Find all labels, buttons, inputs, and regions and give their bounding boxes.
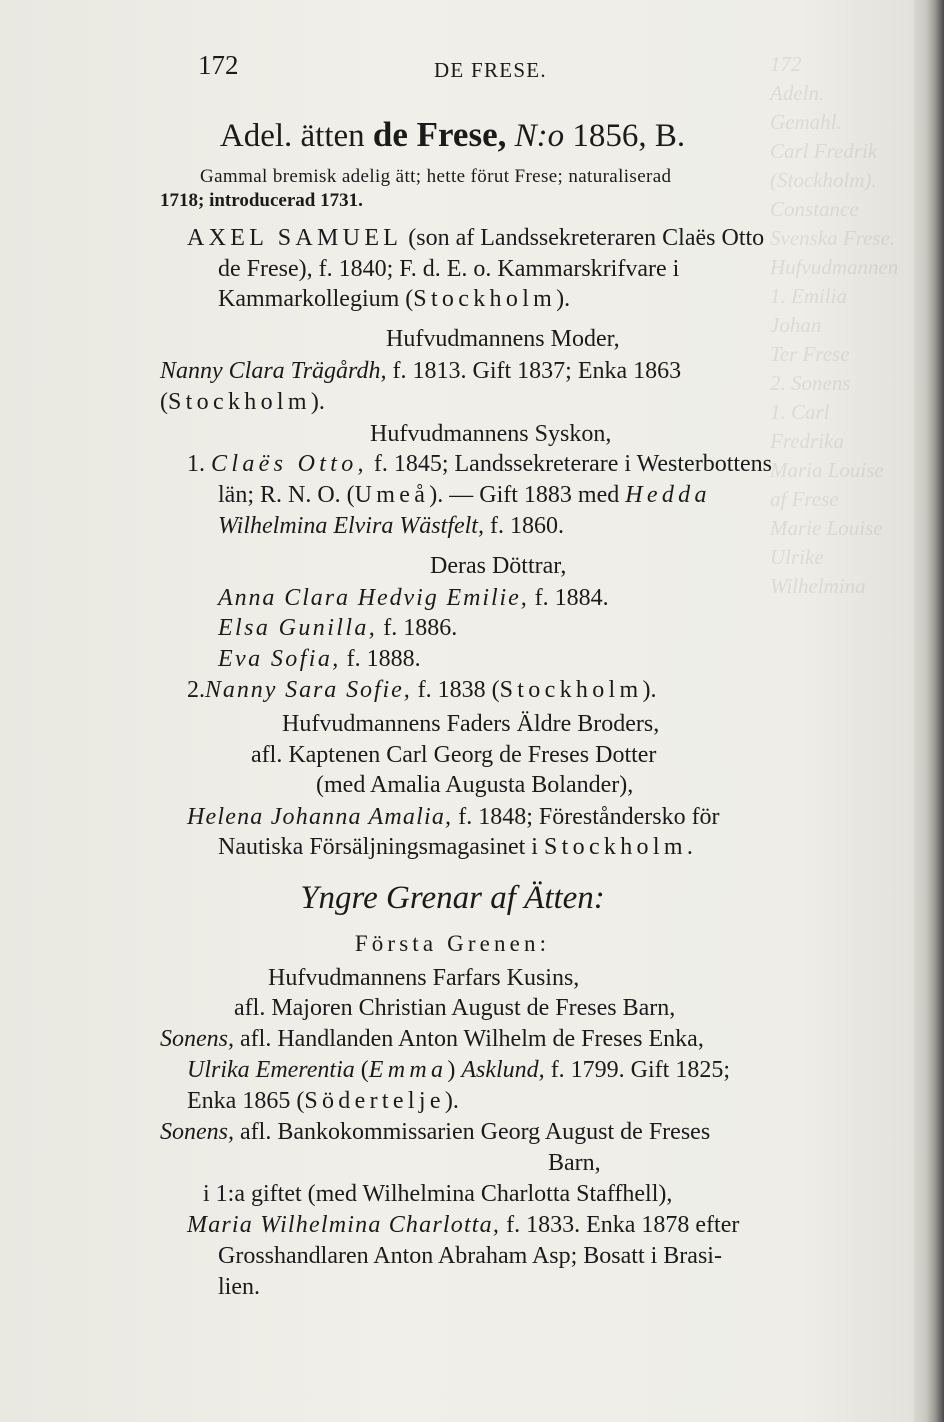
head-line-2: de Frese), f. 1840; F. d. E. o. Kammarskrifvare i <box>218 256 680 282</box>
page-number: 172 <box>198 50 239 80</box>
head-line-1-rest: (son af Landssekreteraren Claës Otto <box>408 225 765 251</box>
branch-line-3-sonens: Sonens, <box>160 1026 234 1052</box>
branch-line-11: lien. <box>218 1274 260 1300</box>
daughter-3-name: Eva Sofia, <box>218 646 341 672</box>
sibling-1-line-3 <box>218 512 564 540</box>
uncle-line-4-rest: f. 1848; Föreståndersko för <box>458 804 720 830</box>
mother-place: Stockholm <box>168 389 311 415</box>
sibling-2-rest-a: f. 1838 ( <box>417 677 500 703</box>
widow-nickname: Emma <box>368 1057 448 1083</box>
branch-line-7: Barn, <box>548 1150 601 1176</box>
sibling-1-line-3-rest: f. 1860. <box>489 513 564 539</box>
title-family-name: de Frese, <box>372 115 507 154</box>
uncle-line-3: (med Amalia Augusta Bolander), <box>316 772 634 798</box>
sibling-1-line-2-b: ). — Gift 1883 med <box>429 482 620 508</box>
branch-line-4: Ulrika Emerentia (Emma) Asklund, f. 1799. Gift 1825; <box>187 1057 731 1083</box>
branch-line-6-rest: afl. Bankokommissarien Georg August de Freses <box>240 1119 711 1145</box>
title-number: 1856, B. <box>572 118 686 154</box>
head-line-1 <box>187 224 764 252</box>
first-branch-heading: Första Grenen: <box>354 931 551 956</box>
branch-place: Södertelje <box>304 1088 445 1114</box>
show-through-text: 172 Adeln. Gemahl. Carl Fredrik (Stockholm). Constance Svenska Frese. Hufvudmannen 1. Emilia Johan Ter Frese 2. Sonens 1. Carl Fredrika Maria Louise af Frese Marie Louise Ulrike Wilhelmina <box>770 52 899 598</box>
mother-line-1 <box>160 357 681 385</box>
sibling-2-number: 2. <box>187 677 205 703</box>
intro-line-1: Gammal bremisk adelig ätt; hette förut Frese; naturaliserad <box>200 166 672 187</box>
title-prefix: Adel. ätten <box>219 118 365 154</box>
intro-line-2: 1718; introducerad 1731. <box>160 190 363 211</box>
uncle-line-5-a: Nautiska Försäljningsmagasinet i <box>218 834 544 860</box>
branch-line-9 <box>187 1211 739 1239</box>
cousin-name: Helena Johanna Amalia, <box>187 804 453 830</box>
uncle-heading: Hufvudmannens Faders Äldre Broders, <box>282 711 660 737</box>
daughter-3 <box>218 645 421 673</box>
siblings-heading: Hufvudmannens Syskon, <box>370 421 612 447</box>
mother-heading: Hufvudmannens Moder, <box>386 326 620 352</box>
sibling-1-line-2 <box>218 481 711 509</box>
family-title <box>0 116 905 155</box>
mother-line-2-a: ( <box>160 389 168 415</box>
sibling-2-name: Nanny Sara Sofie, <box>205 677 412 703</box>
widow-surname: Asklund, <box>461 1057 545 1083</box>
branch-line-3-rest: afl. Handlanden Anton Wilhelm de Freses Enka, <box>240 1026 704 1052</box>
branch-line-4-rest: f. 1799. Gift 1825; <box>550 1057 731 1083</box>
title-number-label: N:o <box>514 118 565 154</box>
mother-name: Nanny Clara Trägårdh, <box>160 358 387 384</box>
branch-line-6 <box>160 1118 710 1146</box>
sibling-2-place: Stockholm <box>499 677 643 703</box>
branch-line-8: i 1:a giftet (med Wilhelmina Charlotta Staffhell), <box>203 1181 673 1207</box>
branch-line-6-sonens: Sonens, <box>160 1119 234 1145</box>
sibling-2-rest-b: ). <box>642 677 657 703</box>
daughter-1 <box>218 584 609 612</box>
daughter-1-born: f. 1884. <box>534 585 609 611</box>
running-title: DE FRESE. <box>434 58 547 82</box>
branch-line-5 <box>187 1087 459 1115</box>
branch-line-5-b: ). <box>444 1088 459 1114</box>
branch-line-3 <box>160 1025 704 1053</box>
sibling-2 <box>187 676 657 704</box>
head-line-3-b: ). <box>556 286 571 312</box>
mother-line-2-b: ). <box>310 389 325 415</box>
uncle-line-5-b: . <box>686 834 693 860</box>
sibling-1-name: Claës Otto, <box>211 451 368 477</box>
widow-name: Ulrika Emerentia <box>187 1057 355 1083</box>
mother-line-1-rest: f. 1813. Gift 1837; Enka 1863 <box>392 358 682 384</box>
branch-line-9-rest: f. 1833. Enka 1878 efter <box>506 1212 740 1238</box>
sibling-1-spouse-first: Hedda <box>625 482 711 508</box>
head-place: Stockholm <box>413 286 557 312</box>
branch-line-5-a: Enka 1865 ( <box>187 1088 305 1114</box>
branch-line-2: afl. Majoren Christian August de Freses Barn, <box>234 995 676 1021</box>
daughter-maria-name: Maria Wilhelmina Charlotta, <box>187 1212 501 1238</box>
uncle-line-2: afl. Kaptenen Carl Georg de Freses Dotter <box>251 742 657 768</box>
sibling-1-number: 1. <box>187 451 205 477</box>
daughters-heading: Deras Döttrar, <box>430 553 567 579</box>
branch-line-10: Grosshandlaren Anton Abraham Asp; Bosatt i Brasi- <box>218 1243 722 1269</box>
daughter-2-born: f. 1886. <box>383 615 458 641</box>
sibling-1-place: Umeå <box>354 482 430 508</box>
uncle-line-4 <box>187 803 720 831</box>
uncle-line-5 <box>218 833 693 861</box>
head-name: AXEL SAMUEL <box>187 225 403 251</box>
uncle-place: Stockholm <box>543 834 687 860</box>
daughter-1-name: Anna Clara Hedvig Emilie, <box>218 585 529 611</box>
mother-line-2 <box>160 388 325 416</box>
sibling-1-line-1 <box>187 450 772 478</box>
daughter-2 <box>218 614 457 642</box>
daughter-3-born: f. 1888. <box>346 646 421 672</box>
sibling-1-line-2-a: län; R. N. O. ( <box>218 482 355 508</box>
branches-heading: Yngre Grenar af Ätten: <box>300 880 605 916</box>
daughter-2-name: Elsa Gunilla, <box>218 615 378 641</box>
sibling-1-spouse-name: Wilhelmina Elvira Wästfelt, <box>218 513 484 539</box>
sibling-1-rest: f. 1845; Landssekreterare i Westerbottens <box>373 451 773 477</box>
head-line-3 <box>218 285 570 313</box>
head-line-3-a: Kammarkollegium ( <box>218 286 414 312</box>
branch-line-1: Hufvudmannens Farfars Kusins, <box>268 965 580 991</box>
